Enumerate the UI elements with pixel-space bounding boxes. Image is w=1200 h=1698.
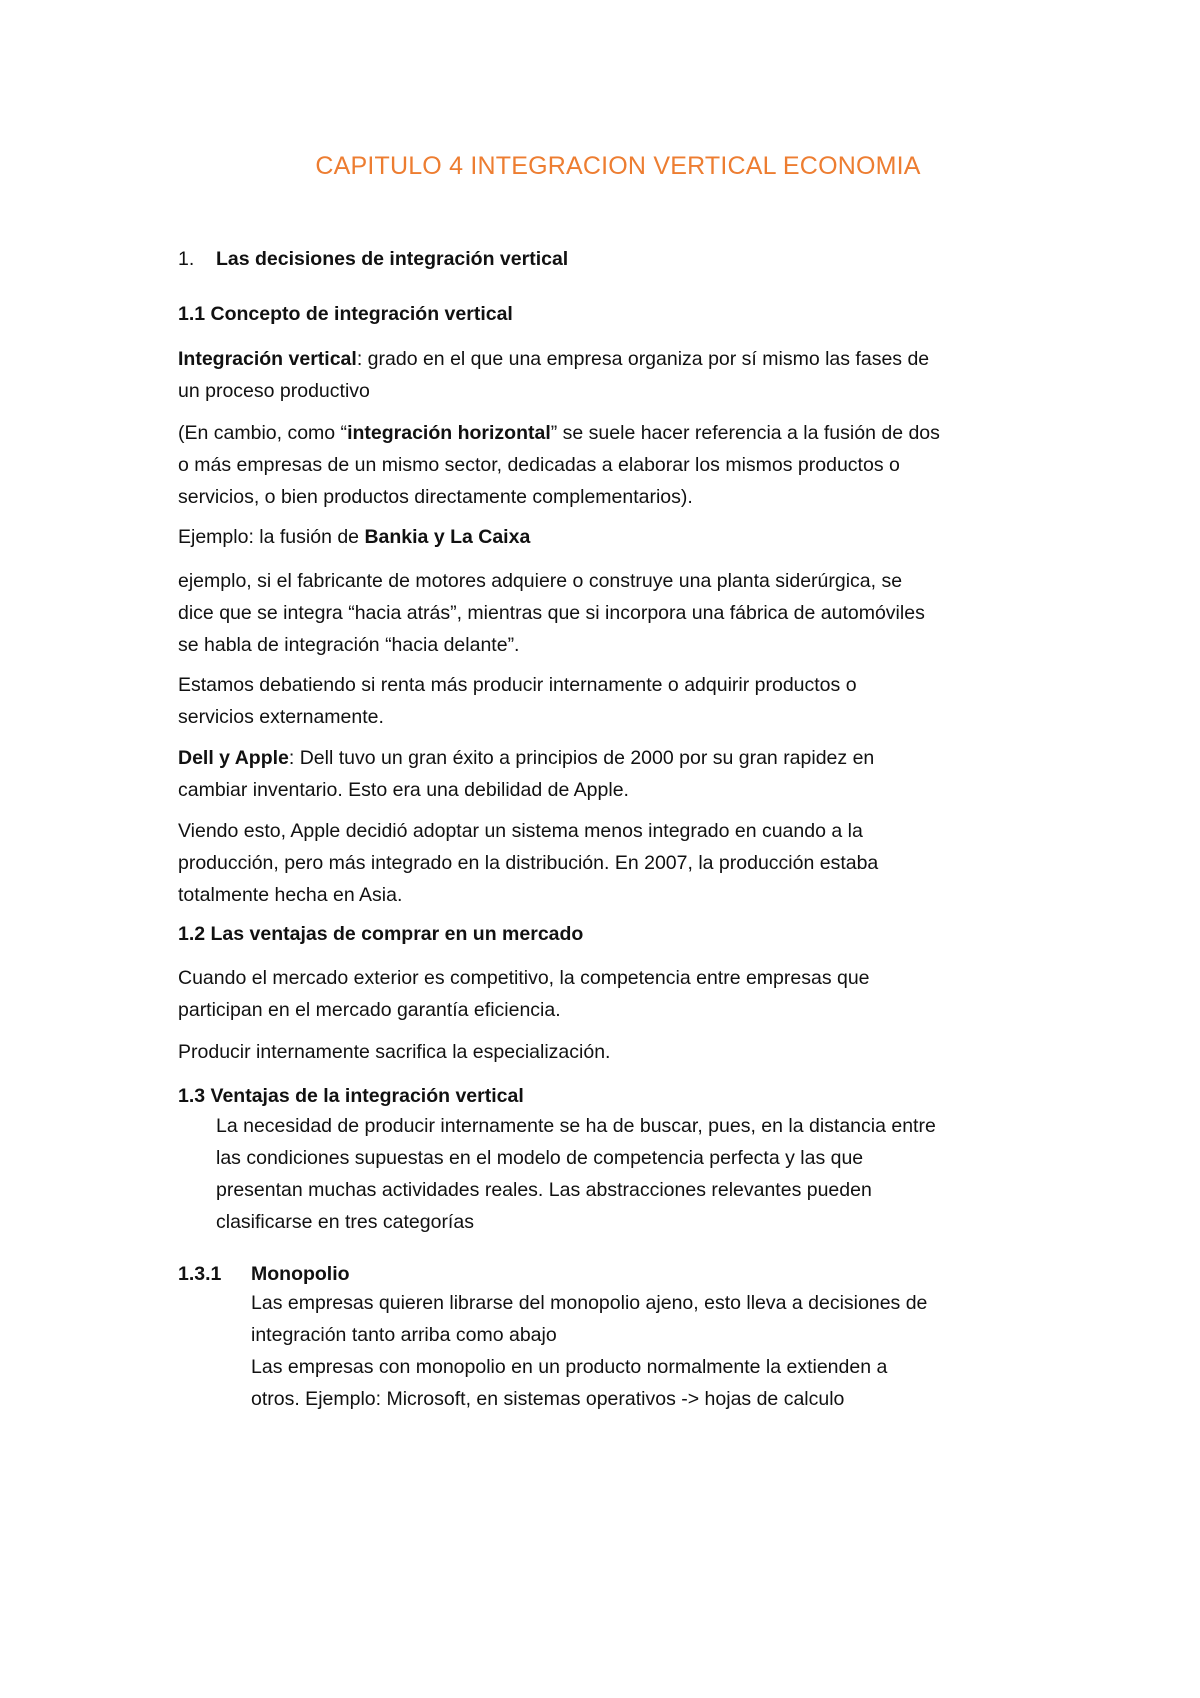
term-dell-apple: Dell y Apple [178,747,289,769]
heading-1-1: 1.1 Concepto de integración vertical [178,303,513,325]
document-title: CAPITULO 4 INTEGRACION VERTICAL ECONOMIA [315,152,921,180]
heading-1-3-1 [178,1258,1058,1290]
paragraph-producir-internamente: Producir internamente sacrifica la especialización. [178,1041,611,1063]
term-integracion-vertical: Integración vertical [178,348,357,370]
paragraph-viendo-esto: Viendo esto, Apple decidió adoptar un sistema menos integrado en cuando a la producción, pero más integrado en la distribución. En 2007, la producción estaba totalmente hecha en Asia. [178,820,879,906]
heading-1-2: 1.2 Las ventajas de comprar en un mercado [178,923,584,945]
heading-1-3: 1.3 Ventajas de la integración vertical [178,1085,524,1107]
paragraph-monopolio: Las empresas quieren librarse del monopolio ajeno, esto lleva a decisiones de integración tanto arriba como abajo Las empresas con monopolio en un producto normalmente la extienden a otros. Ejemplo: Microsoft, en sistemas operativos -> hojas de calculo [251,1292,928,1410]
heading-1-number: 1. [178,248,195,270]
paragraph-integracion-vertical: Integración vertical: grado en el que una empresa organiza por sí mismo las fases de un proceso productivo [178,348,930,402]
heading-1 [178,243,1058,275]
paragraph-integracion-horizontal: (En cambio, como “integración horizontal” se suele hacer referencia a la fusión de dos o más empresas de un mismo sector, dedicadas a elaborar los mismos productos o servicios, o bien productos directamente complementarios). [178,422,940,508]
paragraph-ejemplo-motores: ejemplo, si el fabricante de motores adquiere o construye una planta siderúrgica, se dice que se integra “hacia atrás”, mientras que si incorpora una fábrica de automóviles se habla de integración “hacia delante”. [178,570,925,656]
paragraph-cuando-mercado: Cuando el mercado exterior es competitivo, la competencia entre empresas que participan en el mercado garantía eficiencia. [178,967,870,1021]
paragraph-dell-apple: Dell y Apple: Dell tuvo un gran éxito a principios de 2000 por su gran rapidez en cambiar inventario. Esto era una debilidad de Apple. [178,747,875,801]
term-integracion-horizontal: integración horizontal [347,422,551,444]
paragraph-ejemplo-fusion: Ejemplo: la fusión de Bankia y La Caixa [178,526,531,548]
paragraph-debate: Estamos debatiendo si renta más producir internamente o adquirir productos o servicios externamente. [178,674,857,728]
paragraph-necesidad: La necesidad de producir internamente se ha de buscar, pues, en la distancia entre las condiciones supuestas en el modelo de competencia perfecta y las que presentan muchas actividades reales. Las abstracciones relevantes pueden clasificarse en tres categorías [216,1115,936,1233]
heading-1-3-1-number: 1.3.1 [178,1263,222,1285]
heading-1-3-1-text: Monopolio [251,1263,350,1285]
term-bankia-la-caixa: Bankia y La Caixa [364,526,531,548]
heading-1-text: Las decisiones de integración vertical [216,248,569,270]
